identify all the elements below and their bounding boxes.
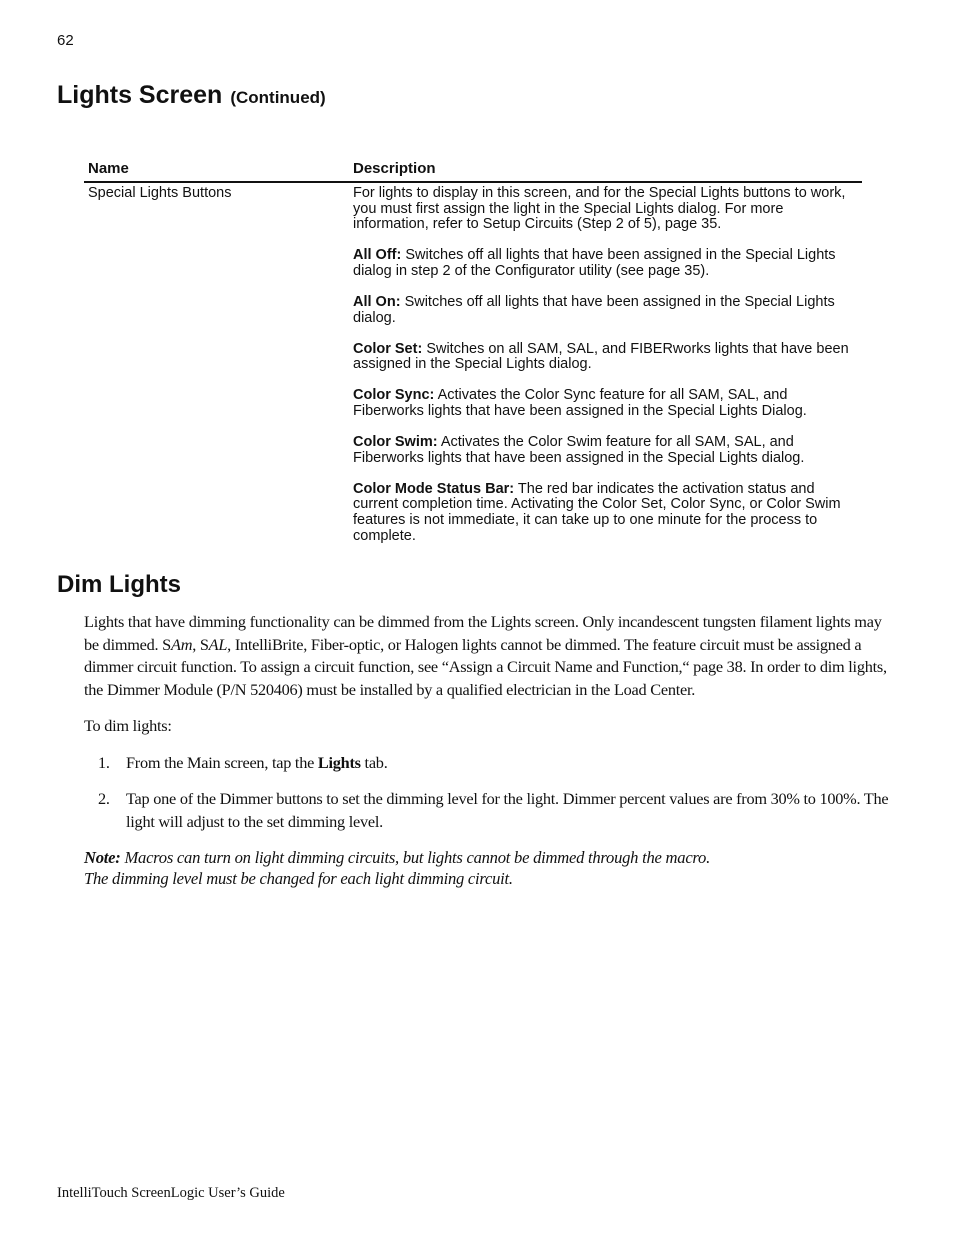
table-row: [84, 183, 862, 544]
column-header-name: Name: [88, 160, 129, 177]
section-title: Lights Screen: [57, 81, 223, 109]
list-item: [84, 752, 894, 775]
description-table: [84, 160, 862, 544]
text-run-italic: Am: [171, 634, 193, 654]
step-text: tab.: [360, 752, 388, 772]
page-number: 62: [57, 32, 74, 49]
text-run-italic: AL: [208, 634, 228, 654]
description-item: [353, 295, 858, 326]
steps-list: [84, 752, 894, 834]
description-item: [353, 435, 858, 466]
row-name: Special Lights Buttons: [88, 185, 232, 201]
step-number: 2.: [98, 789, 110, 808]
note: [84, 847, 894, 889]
section-heading-dim-lights: Dim Lights: [57, 571, 181, 598]
description-item: [353, 342, 858, 373]
item-text: The red bar indicates the activation status and current completion time. Activating the Color Set, Color Sync, or Color Swim features is not immediate, it can take up to one minute for the process to complete.: [353, 480, 841, 544]
intro-paragraph: [84, 611, 894, 701]
section-subtitle: (Continued): [230, 88, 326, 107]
column-header-description: Description: [353, 160, 436, 177]
description-item: [353, 388, 858, 419]
dim-lights-body: [84, 611, 894, 889]
item-text: Activates the Color Swim feature for all SAM, SAL, and Fiberworks lights that have been assigned in the Special Lights dialog.: [353, 434, 805, 466]
item-term: All Off:: [353, 247, 402, 264]
text-run: , S: [192, 634, 209, 654]
row-description: [353, 183, 858, 544]
item-text: Switches on all SAM, SAL, and FIBERworks lights that have been assigned in the Special Lights dialog.: [353, 340, 849, 373]
note-text: Macros can turn on light dimming circuits, but lights cannot be dimmed through the macro.: [120, 848, 710, 867]
item-text: Switches off all lights that have been assigned in the Special Lights dialog.: [353, 293, 835, 326]
description-item: [353, 248, 858, 279]
item-text: Activates the Color Sync feature for all SAM, SAL, and Fiberworks lights that have been assigned in the Special Lights Dialog.: [353, 387, 807, 419]
step-number: 1.: [98, 752, 110, 772]
item-term: Color Set:: [353, 340, 423, 357]
item-text: Switches off all lights that have been assigned in the Special Lights dialog in step 2 of the Configurator utility (see page 35).: [353, 247, 836, 279]
text-run: Lights that have dimming functionality can be dimmed from the Lights screen. Only incandescent tungsten filament lights may be dimmed. S: [84, 612, 882, 654]
item-term: All On:: [353, 293, 401, 310]
instruction-lead: To dim lights:: [84, 716, 172, 735]
text-run: , IntelliBrite, Fiber-optic, or Halogen lights cannot be dimmed. The feature circuit must be assigned a dimmer circuit function. To assign a circuit function, see “Assign a Circuit Name and Function,“ page 38. In order to dim lights, the Dimmer Module (P/N 520406) must be installed by a qualified electrician in the Load Center.: [84, 634, 887, 699]
note-label: Note:: [84, 848, 121, 867]
item-term: Color Swim:: [353, 434, 438, 451]
note-text: The dimming level must be changed for each light dimming circuit.: [84, 869, 513, 888]
description-item: [353, 482, 858, 544]
item-term: Color Sync:: [353, 387, 435, 404]
description-intro: For lights to display in this screen, and for the Special Lights buttons to work, you must first assign the light in the Special Lights dialog. For more information, refer to Setup Circuits (Step 2 of 5), page 35.: [353, 185, 846, 233]
page-footer: IntelliTouch ScreenLogic User’s Guide: [57, 1185, 285, 1201]
table-header: [84, 160, 862, 183]
item-term: Color Mode Status Bar:: [353, 480, 515, 497]
step-text: From the Main screen, tap the: [126, 752, 318, 772]
step-text: Tap one of the Dimmer buttons to set the dimming level for the light. Dimmer percent values are from 30% to 100%. The light will adjust to the set dimming level.: [126, 789, 889, 831]
list-item: [84, 788, 894, 833]
section-heading-lights-screen: [57, 81, 326, 110]
step-text-bold: Lights: [317, 752, 361, 772]
